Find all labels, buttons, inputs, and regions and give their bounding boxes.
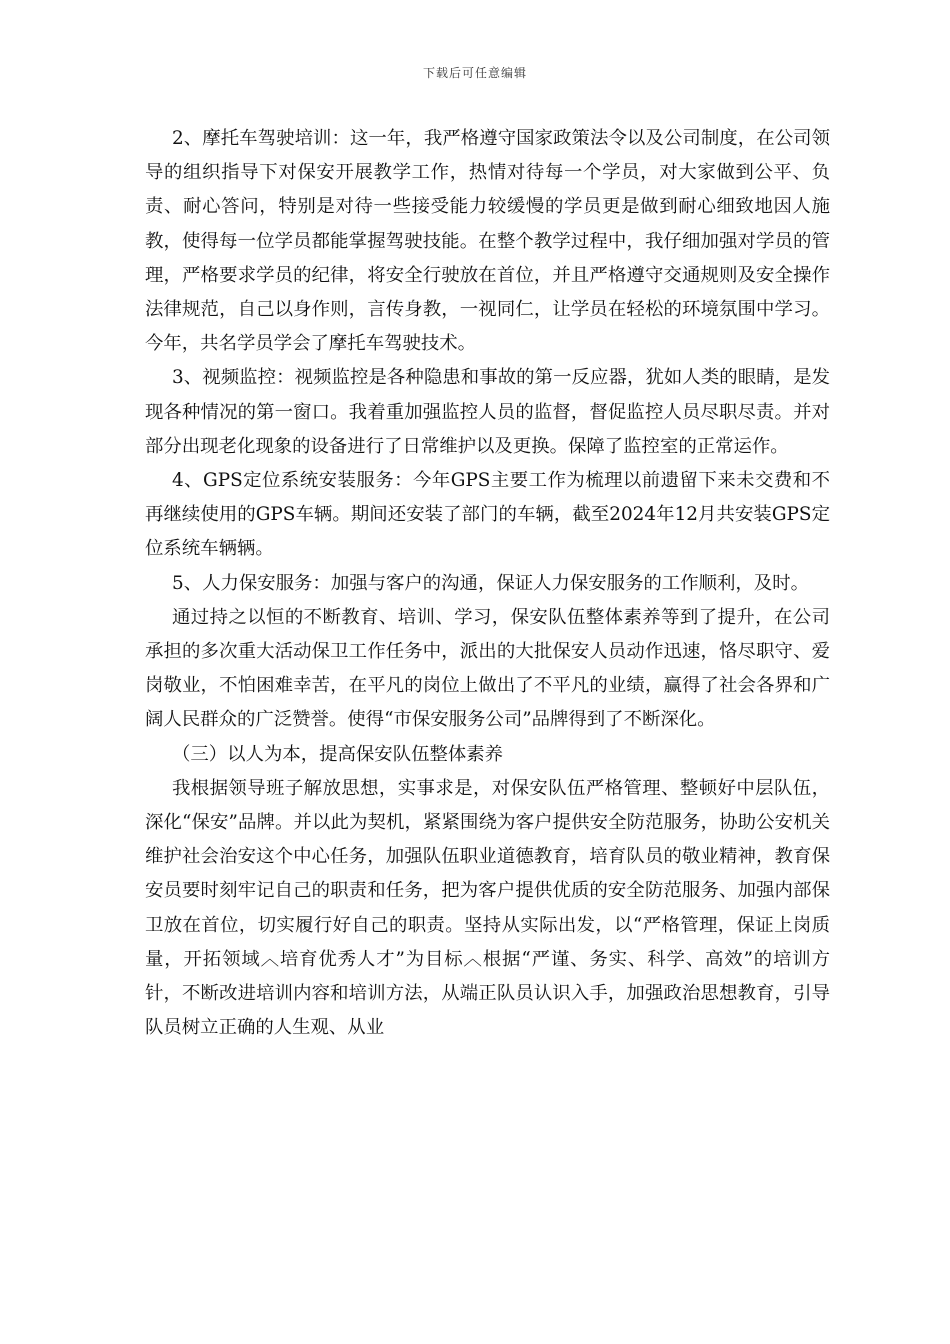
paragraph-security-service: 5、人力保安服务：加强与客户的沟通，保证人力保安服务的工作顺利，及时。	[172, 572, 809, 594]
paragraph-team-quality: 我根据领导班子解放思想，实事求是，对保安队伍严格管理、整顿好中层队伍，深化“保安”品牌。并以此为契机，紧紧围绕为客户提供安全防范服务，协助公安机关维护社会治安这个中心任务，加强队伍职业道德教育，培育队员的敬业精神，教育保安员要时刻牢记自己的职责和任务，把为客户提供优质的安全防范服务、加强内部保卫放在首位，切实履行好自己的职责。坚持从实际出发，以“严格管理，保证上岗质量，开拓领域︿培育优秀人才”为目标︿根据“严谨、务实、科学、高效”的培训方针，不断改进培训内容和培训方法，从端正队员认识入手，加强政治思想教育，引导队员树立正确的人生观、从业	[145, 777, 830, 1039]
paragraph-motorcycle-training: 2、摩托车驾驶培训：这一年，我严格遵守国家政策法令以及公司制度，在公司领导的组织指导下对保安开展教学工作，热情对待每一个学员，对大家做到公平、负责、耐心答问，特别是对待一些接受能力较缓慢的学员更是做到耐心细致地因人施教，使得每一位学员都能掌握驾驶技能。在整个教学过程中，我仔细加强对学员的管理，严格要求学员的纪律，将安全行驶放在首位，并且严格遵守交通规则及安全操作法律规范，自己以身作则，言传身教，一视同仁，让学员在轻松的环境氛围中学习。今年，共名学员学会了摩托车驾驶技术。	[145, 128, 830, 355]
paragraph-video-monitoring: 3、视频监控：视频监控是各种隐患和事故的第一反应器，犹如人类的眼睛，是发现各种情况的第一窗口。我着重加强监控人员的监督，督促监控人员尽职尽责。并对部分出现老化现象的设备进行了日常维护以及更换。保障了监控室的正常运作。	[145, 367, 830, 457]
document-body	[145, 122, 830, 1045]
paragraph-summary: 通过持之以恒的不断教育、培训、学习，保安队伍整体素养等到了提升，在公司承担的多次重大活动保卫工作任务中，派出的大批保安人员动作迅速，恪尽职守、爱岗敬业，不怕困难幸苦，在平凡的岗位上做出了不平凡的业绩，赢得了社会各界和广阔人民群众的广泛赞誉。使得“市保安服务公司”品牌得到了不断深化。	[145, 606, 830, 731]
paragraph-gps-service: 4、GPS定位系统安装服务：今年GPS主要工作为梳理以前遗留下来未交费和不再继续使用的GPS车辆。期间还安装了部门的车辆，截至2024年12月共安装GPS定位系统车辆辆。	[145, 470, 830, 560]
section-heading: （三）以人为本，提高保安队伍整体素养	[172, 743, 504, 765]
page-header: 下载后可任意编辑	[422, 66, 527, 80]
